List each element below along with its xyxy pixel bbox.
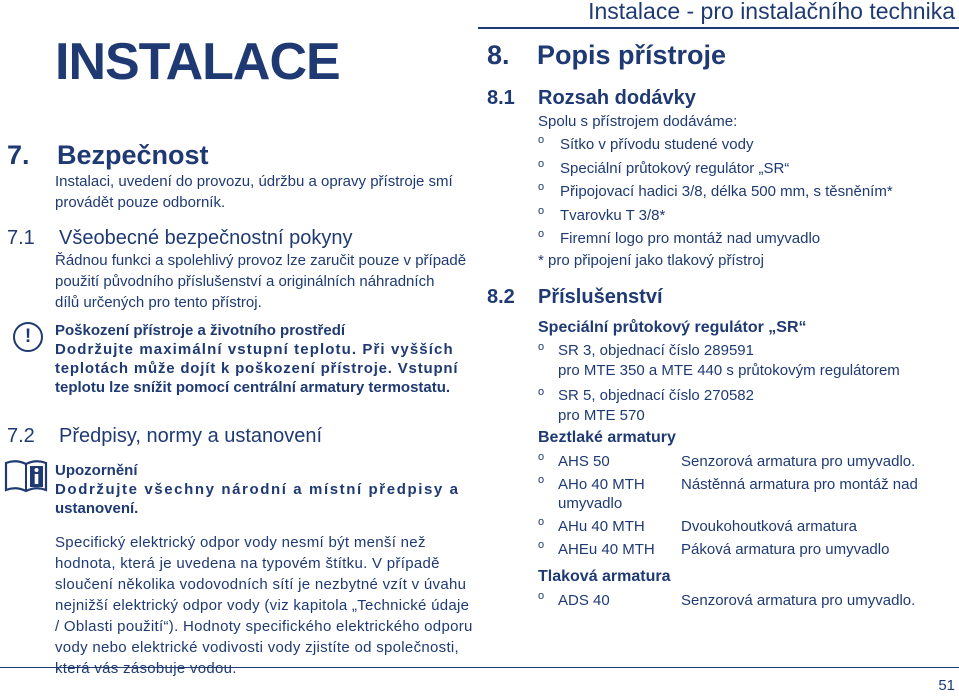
section-number: 7. bbox=[7, 140, 30, 170]
text-line: / Oblasti použití“). Hodnoty specifického elektrického odporu bbox=[55, 618, 473, 635]
bullet-icon: o bbox=[538, 386, 545, 398]
info-book-icon bbox=[3, 457, 49, 495]
bullet-icon: o bbox=[538, 181, 545, 193]
model-name: ADS 40 bbox=[558, 592, 610, 609]
section-7-text bbox=[55, 171, 475, 213]
model-name: AHo 40 MTH bbox=[558, 476, 645, 493]
sr-list bbox=[538, 341, 900, 426]
bullet-icon: o bbox=[538, 157, 545, 170]
text-line: Specifický elektrický odpor vody nesmí být menší než bbox=[55, 534, 426, 551]
page-number: 51 bbox=[938, 677, 955, 694]
delivery-intro: Spolu s přístrojem dodáváme: bbox=[538, 113, 738, 130]
text-line: která vás zásobuje vodou. bbox=[55, 660, 237, 677]
section-number: 8.2 bbox=[487, 286, 515, 308]
section-title: Rozsah dodávky bbox=[538, 87, 696, 109]
sr-heading: Speciální průtokový regulátor „SR“ bbox=[538, 319, 807, 336]
resistivity-paragraph bbox=[55, 532, 475, 679]
delivery-list bbox=[538, 133, 893, 251]
section-number: 8. bbox=[487, 40, 510, 70]
bullet-icon: o bbox=[538, 341, 545, 353]
list-item: o Tvarovku T 3/8* bbox=[538, 204, 893, 228]
section-title: Všeobecné bezpečnostní pokyny bbox=[59, 227, 353, 249]
text-line: použití původního příslušenství a originálních náhradních bbox=[55, 273, 435, 290]
list-item: o Speciální průtokový regulátor „SR“ bbox=[538, 157, 893, 181]
main-title: INSTALACE bbox=[55, 33, 340, 91]
text-line: nejnižší elektrický odpor vody (viz kapitola „Technické údaje bbox=[55, 597, 470, 614]
section-8-1-heading bbox=[487, 86, 696, 110]
list-item bbox=[538, 473, 958, 515]
model-description: Páková armatura pro umyvadlo bbox=[681, 541, 890, 558]
bullet-icon: o bbox=[538, 516, 545, 528]
bullet-icon: o bbox=[538, 228, 545, 240]
model-description: Nástěnná armatura pro montáž nad bbox=[681, 476, 918, 493]
list-item: o Firemní logo pro montáž nad umyvadlo bbox=[538, 227, 893, 251]
section-title: Bezpečnost bbox=[57, 140, 209, 170]
warning-box bbox=[55, 321, 475, 397]
warning-line: teplotu lze snížit pomocí centrální armatury termostatu. bbox=[55, 379, 451, 396]
list-item: o SR 3, objednací číslo 289591 pro MTE 350 a MTE 440 s průtokovým regulátorem bbox=[538, 341, 900, 381]
section-7-1-heading bbox=[7, 226, 353, 250]
section-title: Popis přístroje bbox=[537, 40, 727, 70]
section-number: 8.1 bbox=[487, 87, 515, 109]
list-item bbox=[538, 589, 958, 612]
section-8-2-heading bbox=[487, 285, 663, 309]
section-8-heading bbox=[487, 39, 726, 71]
section-title: Příslušenství bbox=[538, 286, 663, 308]
model-description: Senzorová armatura pro umyvadlo. bbox=[681, 453, 916, 470]
list-item bbox=[538, 515, 958, 538]
bullet-icon: o bbox=[538, 590, 545, 602]
section-7-1-text bbox=[55, 250, 475, 313]
bullet-icon: o bbox=[538, 204, 545, 217]
section-title: Předpisy, normy a ustanovení bbox=[59, 425, 323, 447]
text-line: dílů určených pro tento přístroj. bbox=[55, 294, 262, 311]
model-name-cont: umyvadlo bbox=[558, 495, 623, 512]
section-7-2-heading bbox=[7, 424, 322, 448]
low-pressure-list bbox=[538, 450, 958, 561]
bullet-icon: o bbox=[538, 539, 545, 551]
notice-box bbox=[55, 461, 475, 518]
text-line: provádět pouze odborník. bbox=[55, 194, 226, 211]
text-line: hodnota, která je uvedena na typovém štítku. V případě bbox=[55, 555, 440, 572]
running-head: Instalace - pro instalačního technika bbox=[588, 0, 955, 24]
pressure-list bbox=[538, 589, 958, 612]
model-name: AHS 50 bbox=[558, 453, 610, 470]
model-name: AHEu 40 MTH bbox=[558, 541, 655, 558]
bullet-icon: o bbox=[538, 451, 545, 463]
warning-title: Poškození přístroje a životního prostředí bbox=[55, 322, 346, 339]
notice-line: Dodržujte všechny národní a místní předpisy a bbox=[55, 481, 460, 498]
section-number: 7.2 bbox=[7, 425, 35, 447]
notice-title: Upozornění bbox=[55, 462, 138, 479]
warning-line: teplotách může dojít k poškození přístroje. Vstupní bbox=[55, 360, 459, 377]
header-rule bbox=[478, 27, 959, 29]
section-7-heading bbox=[7, 139, 209, 171]
low-pressure-heading: Beztlaké armatury bbox=[538, 429, 676, 446]
delivery-footnote: * pro připojení jako tlakový přístroj bbox=[538, 252, 764, 269]
warning-icon: ! bbox=[13, 322, 43, 352]
pressure-heading: Tlaková armatura bbox=[538, 568, 671, 585]
model-description: Dvoukohoutková armatura bbox=[681, 518, 857, 535]
text-line: sloučení několika vodovodních sítí je nezbytné vzít v úvahu bbox=[55, 576, 467, 593]
list-item: o Připojovací hadici 3/8, délka 500 mm, s těsněním* bbox=[538, 180, 893, 204]
notice-line: ustanovení. bbox=[55, 500, 139, 517]
text-line: Instalaci, uvedení do provozu, údržbu a opravy přístroje smí bbox=[55, 173, 453, 190]
text-line: vody nebo elektrické vodivosti vody zjistíte od společnosti, bbox=[55, 639, 460, 656]
text-line: Řádnou funkci a spolehlivý provoz lze zaručit pouze v případě bbox=[55, 252, 467, 269]
warning-line: Dodržujte maximální vstupní teplotu. Při vyšších bbox=[55, 341, 454, 358]
list-item: o Sítko v přívodu studené vody bbox=[538, 133, 893, 157]
section-number: 7.1 bbox=[7, 227, 35, 249]
model-description: Senzorová armatura pro umyvadlo. bbox=[681, 592, 916, 609]
list-item: o SR 5, objednací číslo 270582 pro MTE 570 bbox=[538, 386, 900, 426]
model-name: AHu 40 MTH bbox=[558, 518, 645, 535]
bullet-icon: o bbox=[538, 134, 545, 146]
bullet-icon: o bbox=[538, 474, 545, 486]
list-item bbox=[538, 450, 958, 473]
list-item bbox=[538, 538, 958, 561]
